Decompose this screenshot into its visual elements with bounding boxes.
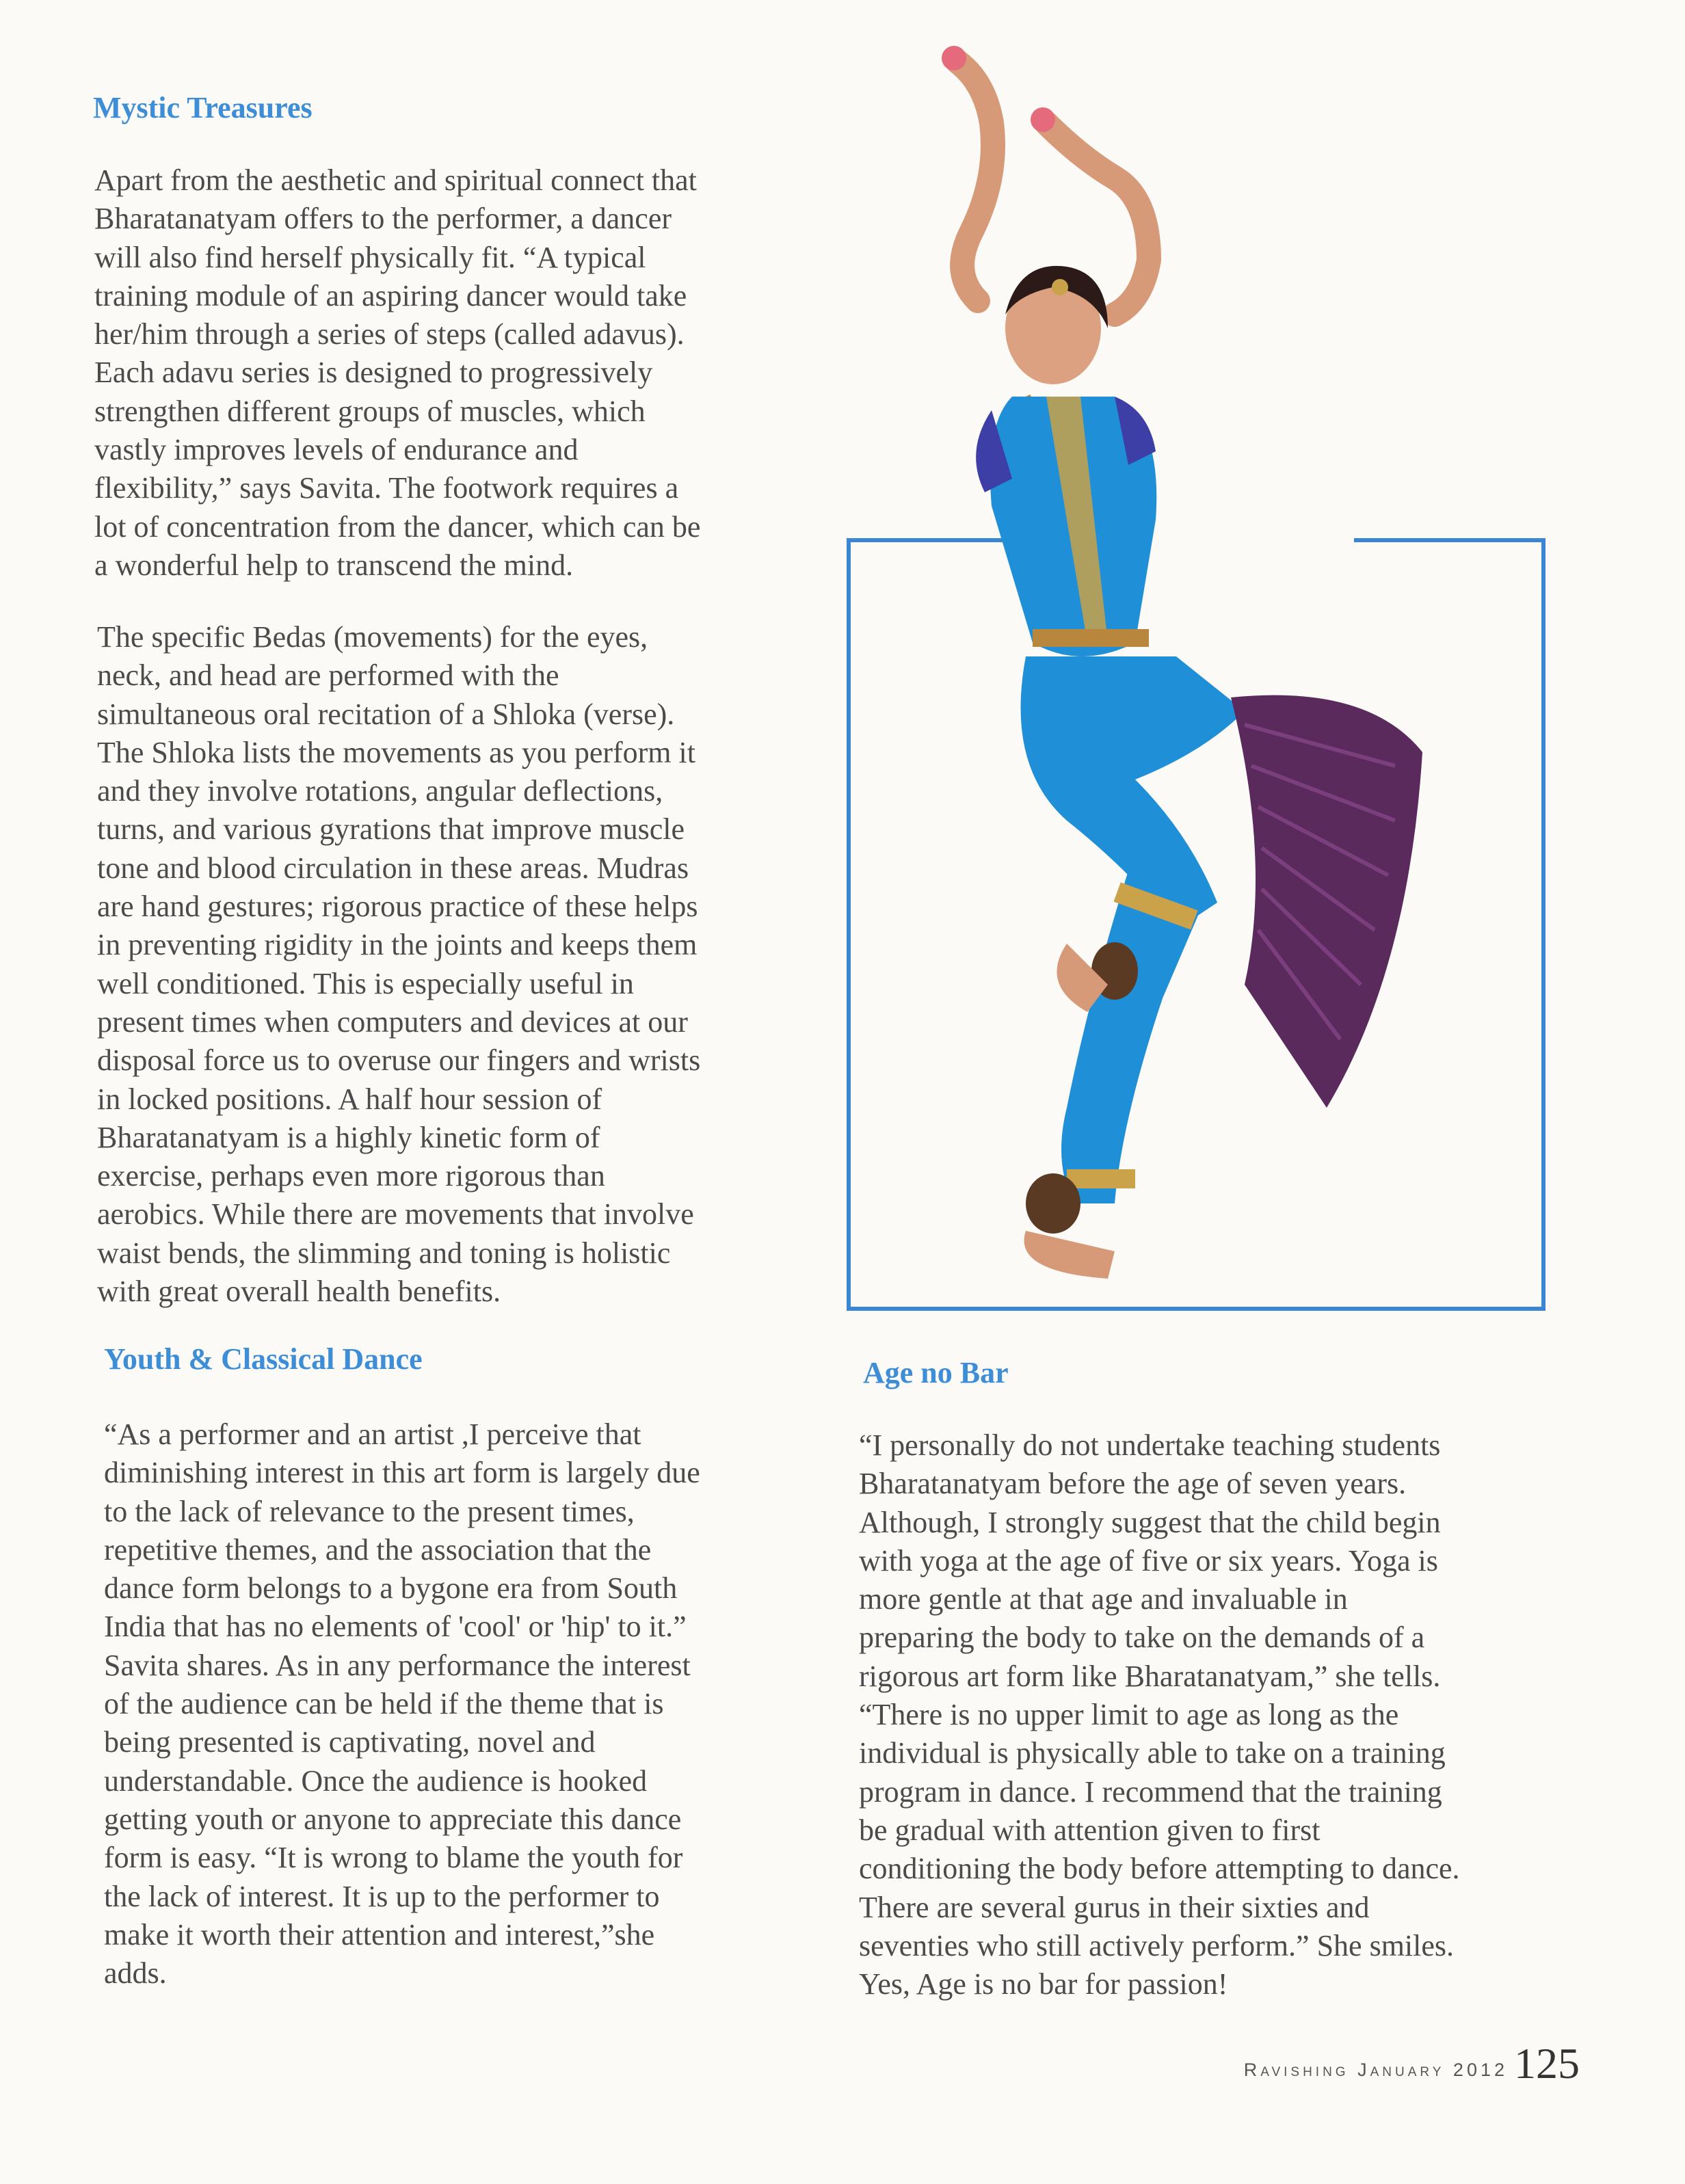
section-heading-age-no-bar: Age no Bar [863, 1356, 1009, 1389]
paragraph-age: “I personally do not undertake teaching students Bharatanatyam before the age of seven years. Although, I strongly suggest that the child begin with yoga at the age of five or six years. Yoga is more gentle at that age and invaluable in preparing the body to take on the demands of a rigorous art form like Bharatanatyam,” she tells. “There is no upper limit to age as long as the individual is physically able to take on a training program in dance. I recommend that the training be gradual with attention given to first conditioning the body before attempting to dance. There are several gurus in their sixties and seventies who still actively perform.” She smiles. Yes, Age is no bar for passion! [859, 1428, 1460, 2001]
footer-page-number: 125 [1514, 2039, 1580, 2088]
section-heading-mystic-treasures: Mystic Treasures [93, 91, 313, 124]
section-heading-youth-classical-dance: Youth & Classical Dance [104, 1342, 423, 1376]
dancer-photo [889, 41, 1532, 1299]
footer-magazine-name: Ravishing January 2012 [1243, 2060, 1508, 2080]
page-footer [1183, 2034, 1580, 2089]
paragraph-mystic-1: Apart from the aesthetic and spiritual connect that Bharatanatyam offers to the performer, a dancer will also find herself physically fit. “A typical training module of an aspiring dancer would take her/him through a series of steps (called adavus). Each adavu series is designed to progressively strengthen different groups of muscles, which vastly improves levels of endurance and flexibility,” says Savita. The footwork requires a lot of concentration from the dancer, which can be a wonderful help to transcend the mind. [94, 163, 701, 582]
paragraph-youth: “As a performer and an artist ,I perceive that diminishing interest in this art form is largely due to the lack of relevance to the present times, repetitive themes, and the association that the dance form belongs to a bygone era from South India that has no elements of 'cool' or 'hip' to it.” Savita shares. As in any performance the interest of the audience can be held if the theme that is being presented is captivating, novel and understandable. Once the audience is hooked getting youth or anyone to appreciate this dance form is easy. “It is wrong to blame the youth for the lack of interest. It is up to the performer to make it worth their attention and interest,”she adds. [104, 1417, 700, 1990]
paragraph-mystic-2: The specific Bedas (movements) for the eyes, neck, and head are performed with the simultaneous oral recitation of a Shloka (verse). The Shloka lists the movements as you perform it and they involve rotations, angular deflections, turns, and various gyrations that improve muscle tone and blood circulation in these areas. Mudras are hand gestures; rigorous practice of these helps in preventing rigidity in the joints and keeps them well conditioned. This is especially useful in present times when computers and devices at our disposal force us to overuse our fingers and wrists in locked positions. A half hour session of Bharatanatyam is a highly kinetic form of exercise, perhaps even more rigorous than aerobics. While there are movements that involve waist bends, the slimming and toning is holistic with great overall health benefits. [97, 620, 701, 1309]
